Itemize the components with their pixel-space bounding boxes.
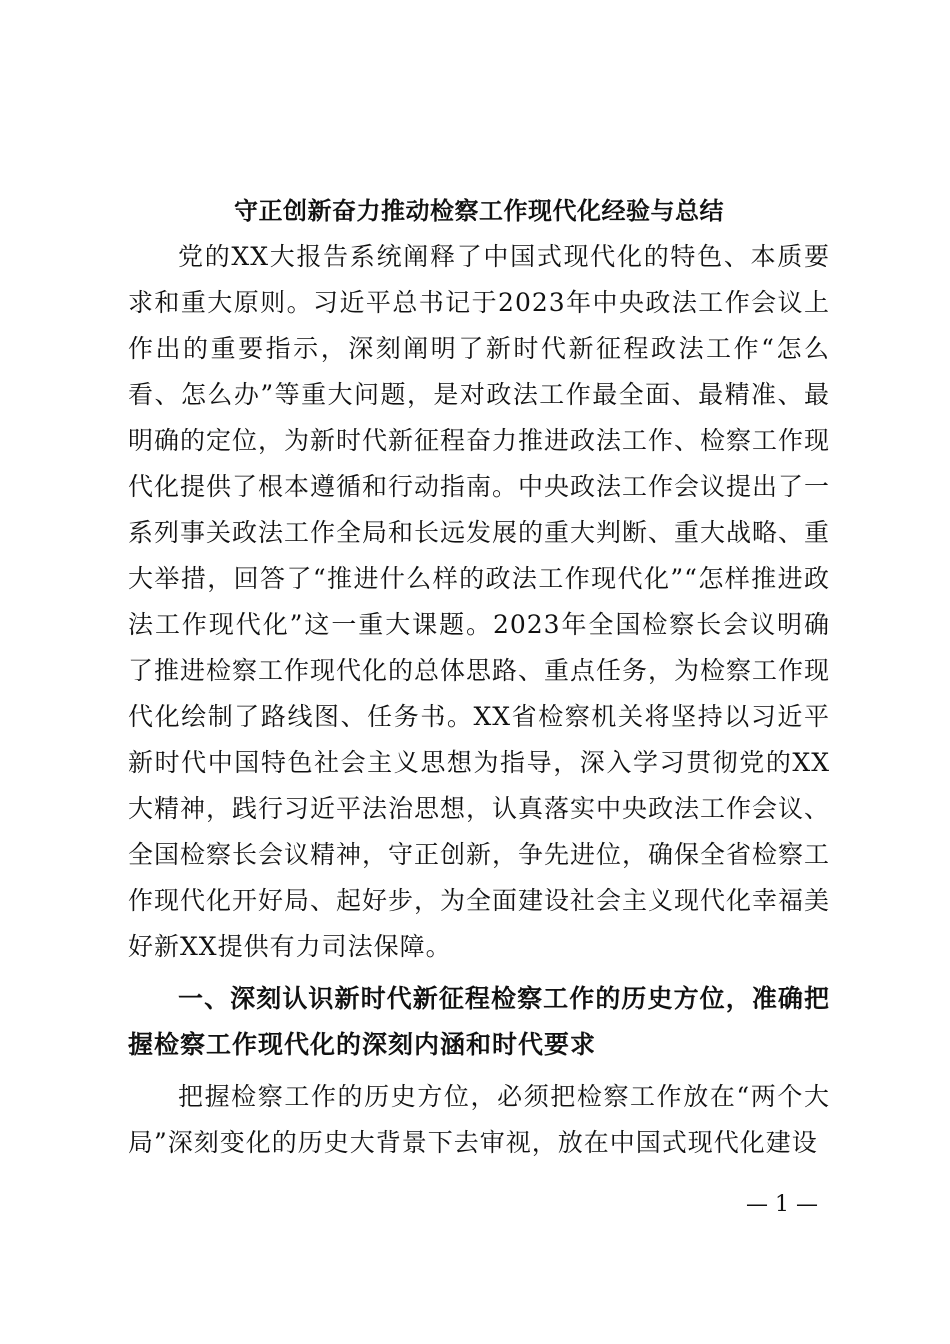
document-title: 守正创新奋力推动检察工作现代化经验与总结 — [234, 196, 724, 225]
document-body — [128, 188, 830, 1166]
page-number: — 1 — — [746, 1192, 818, 1217]
section-1-paragraph: 把握检察工作的历史方位，必须把检察工作放在“两个大局”深刻变化的历史大背景下去审视，放在中国式现代化建设 — [128, 1082, 830, 1157]
section-heading-1: 一、深刻认识新时代新征程检察工作的历史方位，准确把握检察工作现代化的深刻内涵和时代要求 — [128, 984, 830, 1059]
intro-paragraph: 党的XX大报告系统阐释了中国式现代化的特色、本质要求和重大原则。习近平总书记于2023年中央政法工作会议上作出的重要指示，深刻阐明了新时代新征程政法工作“怎么看、怎么办”等重大问题，是对政法工作最全面、最精准、最明确的定位，为新时代新征程奋力推进政法工作、检察工作现代化提供了根本遵循和行动指南。中央政法工作会议提出了一系列事关政法工作全局和长远发展的重大判断、重大战略、重大举措，回答了“推进什么样的政法工作现代化”“怎样推进政法工作现代化”这一重大课题。2023年全国检察长会议明确了推进检察工作现代化的总体思路、重点任务，为检察工作现代化绘制了路线图、任务书。XX省检察机关将坚持以习近平新时代中国特色社会主义思想为指导，深入学习贯彻党的XX大精神，践行习近平法治思想，认真落实中央政法工作会议、全国检察长会议精神，守正创新，争先进位，确保全省检察工作现代化开好局、起好步，为全面建设社会主义现代化幸福美好新XX提供有力司法保障。 — [128, 242, 831, 961]
